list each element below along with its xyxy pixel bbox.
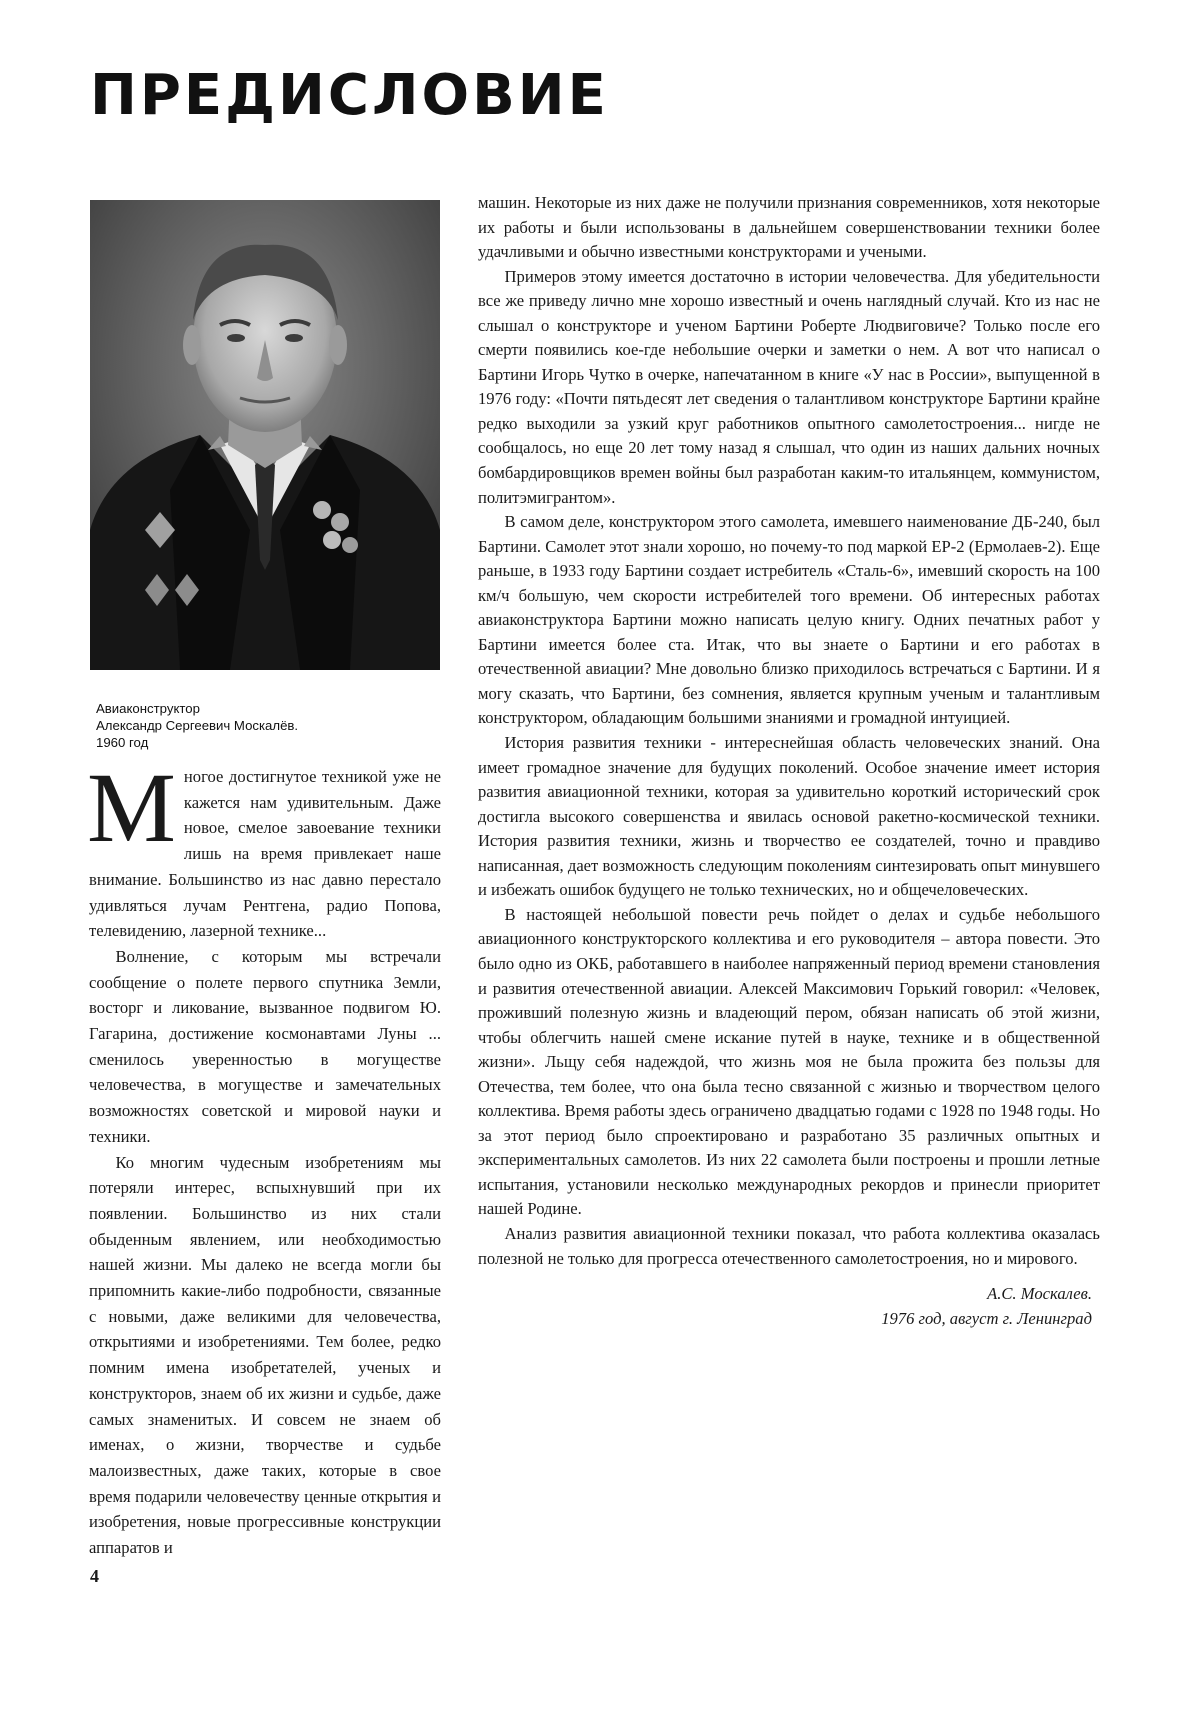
paragraph: Ко многим чудесным изобретениям мы потеряли интерес, вспыхнувший при их появлении. Большинство из них стали обыденным явлением, или необходимостью нашей жизни. Мы далеко не всегда могли бы припомнить какие-либо подробности, связанные с новыми, даже великими для человечества, открытиями и изобретениями. Тем более, редко помним имена изобретателей, ученых и конструкторов, знаем об их жизни и судьбе, даже самых знаменитых. И совсем не знаем об именах, о жизни, творчестве и судьбе малоизвестных, даже таких, которые в свое время подарили человечеству ценные открытия и изобретения, новые прогрессивные конструкции аппаратов и (89, 1152, 441, 1558)
paragraph: Волнение, с которым мы встречали сообщение о полете первого спутника Земли, восторг и ликование, вызванное подвигом Ю. Гагарина, достижение космонавтами Луны ... сменилось уверенностью в могуществе человечества, в могуществе и замечательных возможностях советской и мировой науки и техники. (89, 946, 441, 1146)
paragraph: В самом деле, конструктором этого самолета, имевшего наименование ДБ-240, был Бартини. Самолет этот знали хорошо, но почему-то под маркой ЕР-2 (Ермолаев-2). Еще раньше, в 1933 году Бартини создает истребитель «Сталь-6», имевший скорость на 100 км/ч большую, чем скорости истребителей того времени. Об интересных работах авиаконструктора Бартини можно написать целую книгу. Одних печатных работ у Бартини имеется более ста. Итак, что вы знаете о Бартини и его работах в отечественной авиации? Мне довольно близко приходилось встречаться с Бартини. И я могу сказать, что Бартини, без сомнения, является крупным ученым и талантливым конструктором, обладающим большими знаниями и громадной интуицией. (478, 512, 1100, 728)
photo-caption (96, 700, 446, 751)
signature (478, 1281, 1100, 1331)
caption-line: 1960 год (96, 735, 149, 750)
signature-place-date: 1976 год, август г. Ленинград (881, 1309, 1092, 1329)
caption-line: Александр Сергеевич Москалёв. (96, 718, 299, 733)
signature-name: А.С. Москалев. (987, 1284, 1092, 1304)
portrait-photo (90, 200, 440, 670)
paragraph: Анализ развития авиационной техники показал, что работа коллектива оказалась полезной не только для прогресса отечественного самолетостроения, но и мирового. (478, 1223, 1100, 1268)
paragraph: Примеров этому имеется достаточно в истории человечества. Для убедительности все же приведу лично мне хорошо известный и очень наглядный случай. Кто из нас не слышал о конструкторе и ученом Бартини Роберте Людвиговиче? Только после его смерти появились кое-где небольшие очерки и заметки о нем. А вот что написал о Бартини Игорь Чутко в очерке, напечатанном в книге «У нас в России», выпущенной в 1976 году: «Почти пятьдесят лет сведения о талантливом конструкторе Бартини крайне редко выходили за узкий круг работников опытного самолетостроения... нигде не сообщалось, но еще 20 лет тому назад я слышал, что один из наших дальних ночных бомбардировщиков времен войны был разработан каким-то итальянцем, коммунистом, политэмигрантом». (478, 266, 1100, 507)
caption-line: Авиаконструктор (96, 701, 200, 716)
left-text-column (87, 752, 441, 1561)
page-title: ПРЕДИСЛОВИЕ (90, 63, 609, 128)
paragraph: Многое достигнутое техникой уже не кажется нам удивительным. Даже новое, смелое завоевание техники лишь на время привлекает наше внимание. Большинство из нас давно перестало удивляться лучам Рентгена, радио Попова, телевидению, лазерной технике... (87, 752, 441, 941)
drop-cap: М (87, 752, 176, 863)
paragraph: машин. Некоторые из них даже не получили признания современников, хотя некоторые их работы и были использованы в дальнейшем совершенствовании техники более удачливыми и обычно известными конструкторами и учеными. (478, 193, 1100, 262)
paragraph: История развития техники - интереснейшая область человеческих знаний. Она имеет громадное значение для будущих поколений. Особое значение имеет история развития авиационной техники, которая за удивительно короткий исторический срок достигла высокого совершенства и явилась основой ракетно-космической техники. История развития техники, жизнь и творчество ее создателей, точно и правдиво написанная, дает возможность следующим поколениям синтезировать опыт минувшего и избежать ошибок будущего не только технических, но и общечеловеческих. (478, 733, 1100, 900)
paragraph: В настоящей небольшой повести речь пойдет о делах и судьбе небольшого авиационного конструкторского коллектива и его руководителя – автора повести. Это было одно из ОКБ, работавшего в наиболее напряженный период времени становления и развития отечественной авиации. Алексей Максимович Горький говорил: «Человек, проживший полезную жизнь и владеющий пером, обязан написать об этой жизни, чтобы облегчить нашей смене искание путей в науке, технике и в общественной жизни». Льщу себя надеждой, что жизнь моя не была прожита без пользы для Отечества, тем более, что она была тесно связанной с жизнью и творчеством целого коллектива. Время работы здесь ограничено двадцатью годами с 1928 по 1948 годы. Но за этот период было спроектировано и разработано 35 различных опытных и экспериментальных самолетов. Из них 22 самолета были построены и прошли летные испытания, установили несколько международных рекордов и принесли приоритет нашей Родине. (478, 904, 1100, 1219)
page-number: 4 (90, 1566, 99, 1586)
right-text-column (478, 191, 1100, 1331)
